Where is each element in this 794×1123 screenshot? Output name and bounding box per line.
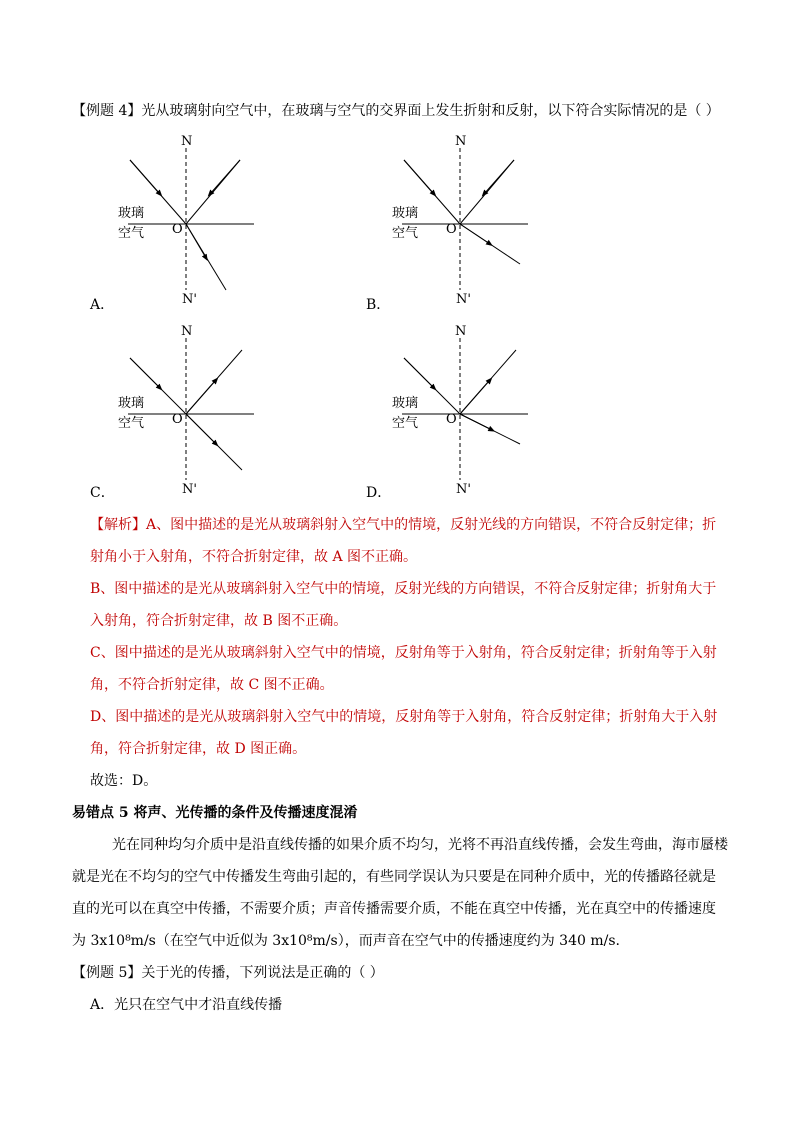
refracted-arrow bbox=[186, 224, 206, 258]
analysis-line-7: D、图中描述的是光从玻璃斜射入空气中的情境，反射角等于入射角，符合反射定律；折射角大于入射 bbox=[90, 709, 718, 725]
label-n-bottom: N' bbox=[182, 292, 197, 307]
option-d-label: D． bbox=[366, 485, 392, 501]
example4-question: 【例题 4】光从玻璃射向空气中，在玻璃与空气的交界面上发生折射和反射，以下符合实际情况的是（ ） bbox=[72, 103, 720, 119]
label-air: 空气 bbox=[392, 226, 419, 241]
option-c-label: C． bbox=[90, 485, 115, 501]
example5-option-a: A．光只在空气中才沿直线传播 bbox=[90, 997, 283, 1013]
section5-paragraph-line-4: 为 3x10⁸m/s（在空气中近似为 3x10⁸m/s），而声音在空气中的传播速度约为 340 m/s. bbox=[72, 933, 620, 949]
label-air: 空气 bbox=[392, 416, 419, 431]
reflected-arrow bbox=[460, 380, 490, 414]
label-origin: O bbox=[446, 412, 457, 427]
label-glass: 玻璃 bbox=[392, 396, 419, 411]
label-n-bottom: N' bbox=[182, 482, 197, 497]
label-origin: O bbox=[172, 222, 183, 237]
section5-heading: 易错点 5 将声、光传播的条件及传播速度混淆 bbox=[72, 805, 358, 821]
label-glass: 玻璃 bbox=[118, 396, 145, 411]
answer: 故选：D。 bbox=[90, 773, 158, 789]
label-glass: 玻璃 bbox=[118, 206, 145, 221]
label-n-bottom: N' bbox=[456, 292, 471, 307]
reflected-arrow bbox=[186, 380, 216, 414]
figure-b bbox=[384, 130, 544, 310]
option-a-label: A． bbox=[90, 297, 115, 313]
label-n-top: N bbox=[455, 134, 467, 149]
incident-arrow bbox=[130, 358, 160, 388]
option-b-label: B． bbox=[366, 297, 391, 313]
reflected-arrow bbox=[484, 160, 514, 194]
label-air: 空气 bbox=[118, 416, 145, 431]
analysis-line-5: C、图中描述的是光从玻璃斜射入空气中的情境，反射角等于入射角，符合反射定律；折射角等于入射 bbox=[90, 645, 717, 661]
incident-arrow bbox=[130, 160, 160, 194]
label-origin: O bbox=[446, 222, 457, 237]
analysis-line-4: 入射角，符合折射定律，故 B 图不正确。 bbox=[90, 613, 348, 629]
analysis-line-6: 角，不符合折射定律，故 C 图不正确。 bbox=[90, 677, 334, 693]
label-origin: O bbox=[172, 412, 183, 427]
label-air: 空气 bbox=[118, 226, 145, 241]
example5-question: 【例题 5】关于光的传播，下列说法是正确的（ ） bbox=[72, 965, 384, 981]
section5-paragraph-line-3: 直的光可以在真空中传播，不需要介质；声音传播需要介质，不能在真空中传播，光在真空中的传播速度 bbox=[72, 901, 716, 917]
refracted-arrow bbox=[186, 414, 216, 444]
analysis-line-3: B、图中描述的是光从玻璃斜射入空气中的情境，反射光线的方向错误，不符合反射定律；折射角大于 bbox=[90, 581, 717, 597]
analysis-line-2: 射角小于入射角，不符合折射定律，故 A 图不正确。 bbox=[90, 549, 418, 565]
figure-a bbox=[110, 130, 270, 310]
refracted-arrow bbox=[460, 224, 490, 244]
incident-arrow bbox=[404, 160, 434, 194]
section5-paragraph-line-1: 光在同种均匀介质中是沿直线传播的如果介质不均匀，光将不再沿直线传播，会发生弯曲，海市蜃楼 bbox=[112, 837, 728, 853]
label-glass: 玻璃 bbox=[392, 206, 419, 221]
reflected-arrow bbox=[210, 160, 240, 194]
figure-c bbox=[110, 320, 270, 500]
label-n-top: N bbox=[455, 324, 467, 339]
analysis-line-1: 【解析】A、图中描述的是光从玻璃斜射入空气中的情境，反射光线的方向错误，不符合反射定律；折 bbox=[90, 517, 717, 533]
analysis-line-8: 角，符合折射定律，故 D 图正确。 bbox=[90, 741, 307, 757]
label-n-top: N bbox=[181, 324, 193, 339]
label-n-bottom: N' bbox=[456, 482, 471, 497]
label-n-top: N bbox=[181, 134, 193, 149]
refracted-arrow bbox=[460, 414, 492, 430]
incident-arrow bbox=[404, 358, 434, 388]
figure-d bbox=[384, 320, 544, 500]
section5-paragraph-line-2: 就是光在不均匀的空气中传播发生弯曲引起的，有些同学误认为只要是在同种介质中，光的传播路径就是 bbox=[72, 869, 716, 885]
